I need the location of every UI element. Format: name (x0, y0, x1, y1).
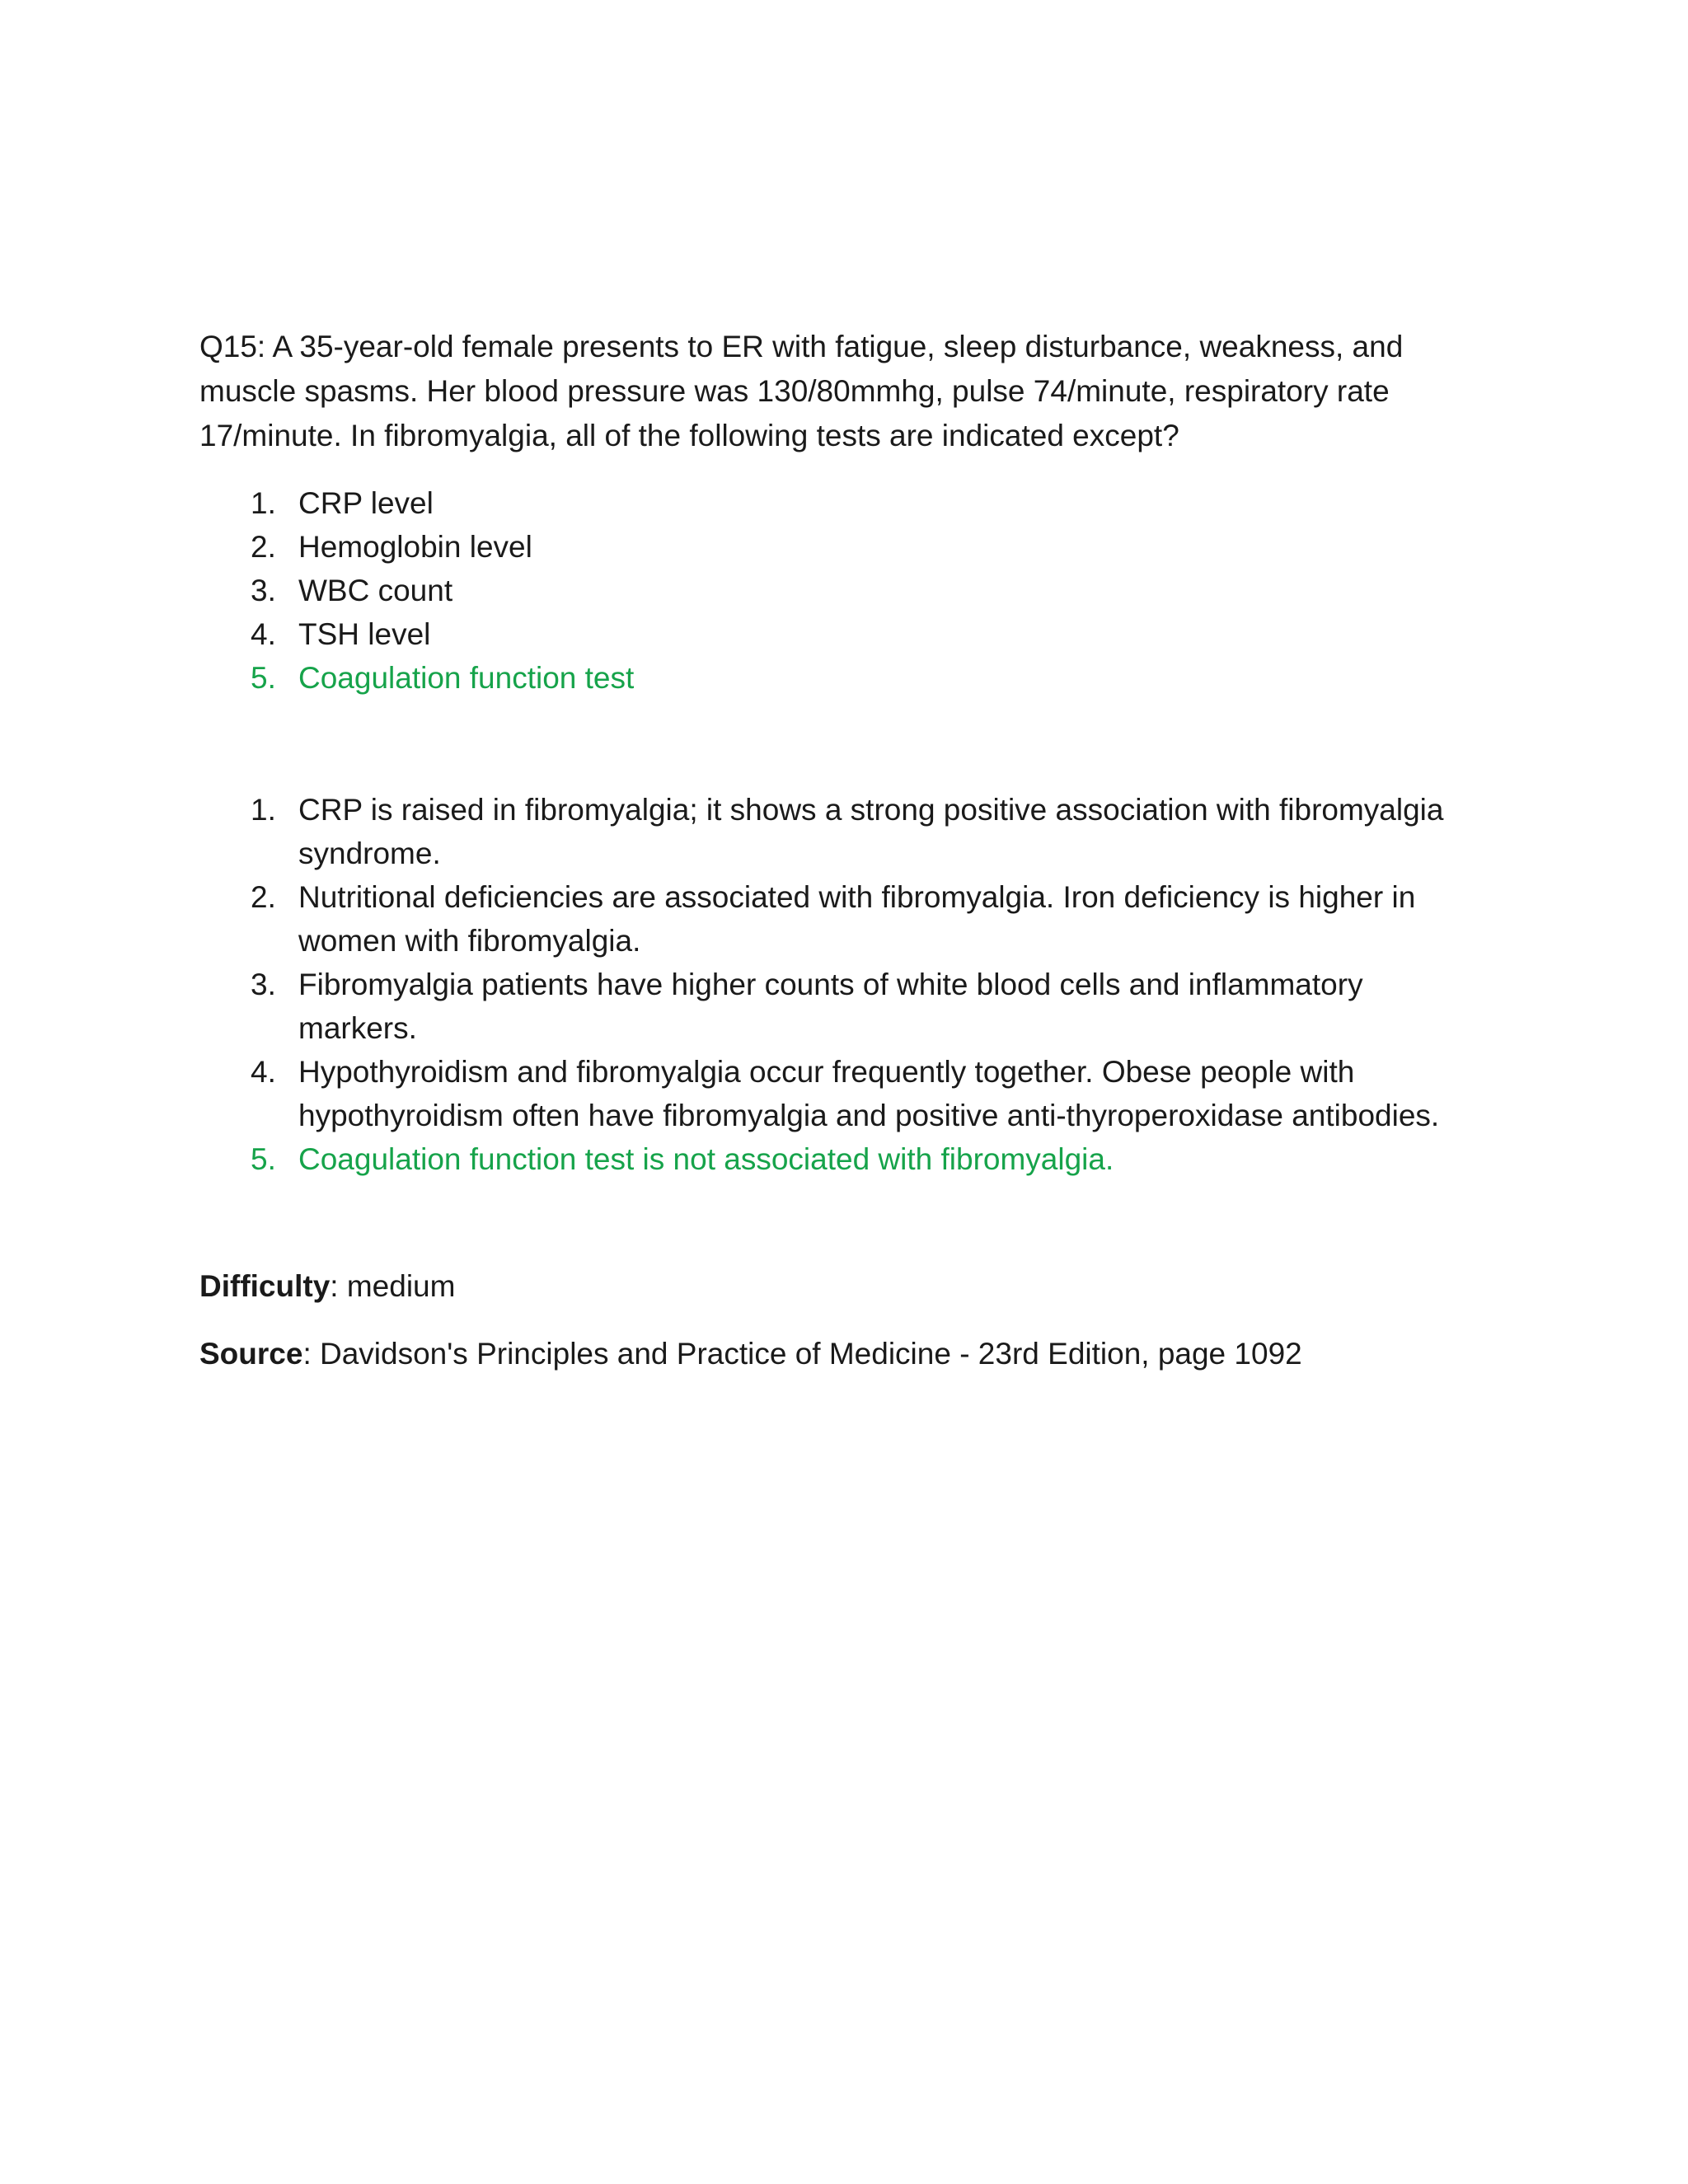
option-text: Hemoglobin level (298, 530, 532, 564)
source-label: Source (199, 1337, 303, 1371)
explanation-item-4 (199, 1050, 1485, 1137)
option-number: 1. (251, 486, 276, 520)
option-number: 3. (251, 574, 276, 607)
explanation-text: Coagulation function test is not associated with fibromyalgia. (298, 1142, 1114, 1176)
source-value: : Davidson's Principles and Practice of Medicine - 23rd Edition, page 1092 (302, 1337, 1302, 1371)
option-number: 4. (251, 617, 276, 651)
explanation-text: Hypothyroidism and fibromyalgia occur frequently together. Obese people with hypothyroidism often have fibromyalgia and positive anti-thyroperoxidase antibodies. (298, 1055, 1440, 1132)
option-number: 5. (251, 661, 276, 695)
option-item-5-correct (199, 656, 1485, 700)
option-item-1 (199, 481, 1485, 525)
explanation-item-3 (199, 963, 1485, 1050)
option-item-4 (199, 612, 1485, 656)
explanations-list (199, 788, 1485, 1181)
option-item-2 (199, 525, 1485, 569)
option-text: CRP level (298, 486, 434, 520)
option-text: Coagulation function test (298, 661, 635, 695)
explanation-text: CRP is raised in fibromyalgia; it shows a strong positive association with fibromyalgia syndrome. (298, 793, 1444, 870)
explanation-text: Nutritional deficiencies are associated with fibromyalgia. Iron deficiency is higher in women with fibromyalgia. (298, 880, 1416, 958)
explanation-item-1 (199, 788, 1485, 875)
difficulty-label: Difficulty (199, 1269, 331, 1303)
option-text: TSH level (298, 617, 431, 651)
explanation-item-5-correct (199, 1137, 1485, 1181)
difficulty-line (199, 1264, 455, 1309)
explanation-number: 1. (251, 793, 276, 827)
explanation-number: 5. (251, 1142, 276, 1176)
option-item-3 (199, 569, 1485, 612)
explanation-number: 3. (251, 968, 276, 1001)
difficulty-value: : medium (330, 1269, 456, 1303)
explanation-item-2 (199, 875, 1485, 963)
answer-options-list (199, 481, 1485, 700)
explanation-number: 2. (251, 880, 276, 914)
option-text: WBC count (298, 574, 453, 607)
option-number: 2. (251, 530, 276, 564)
question-text: Q15: A 35-year-old female presents to ER with fatigue, sleep disturbance, weakness, and muscle spasms. Her blood pressure was 130/80mmhg, pulse 74/minute, respiratory rate 17/minute. In fibromyalgia, all of the following tests are indicated except? (199, 330, 1404, 452)
explanation-number: 4. (251, 1055, 276, 1089)
source-line (199, 1332, 1302, 1376)
explanation-text: Fibromyalgia patients have higher counts of white blood cells and inflammatory markers. (298, 968, 1363, 1045)
